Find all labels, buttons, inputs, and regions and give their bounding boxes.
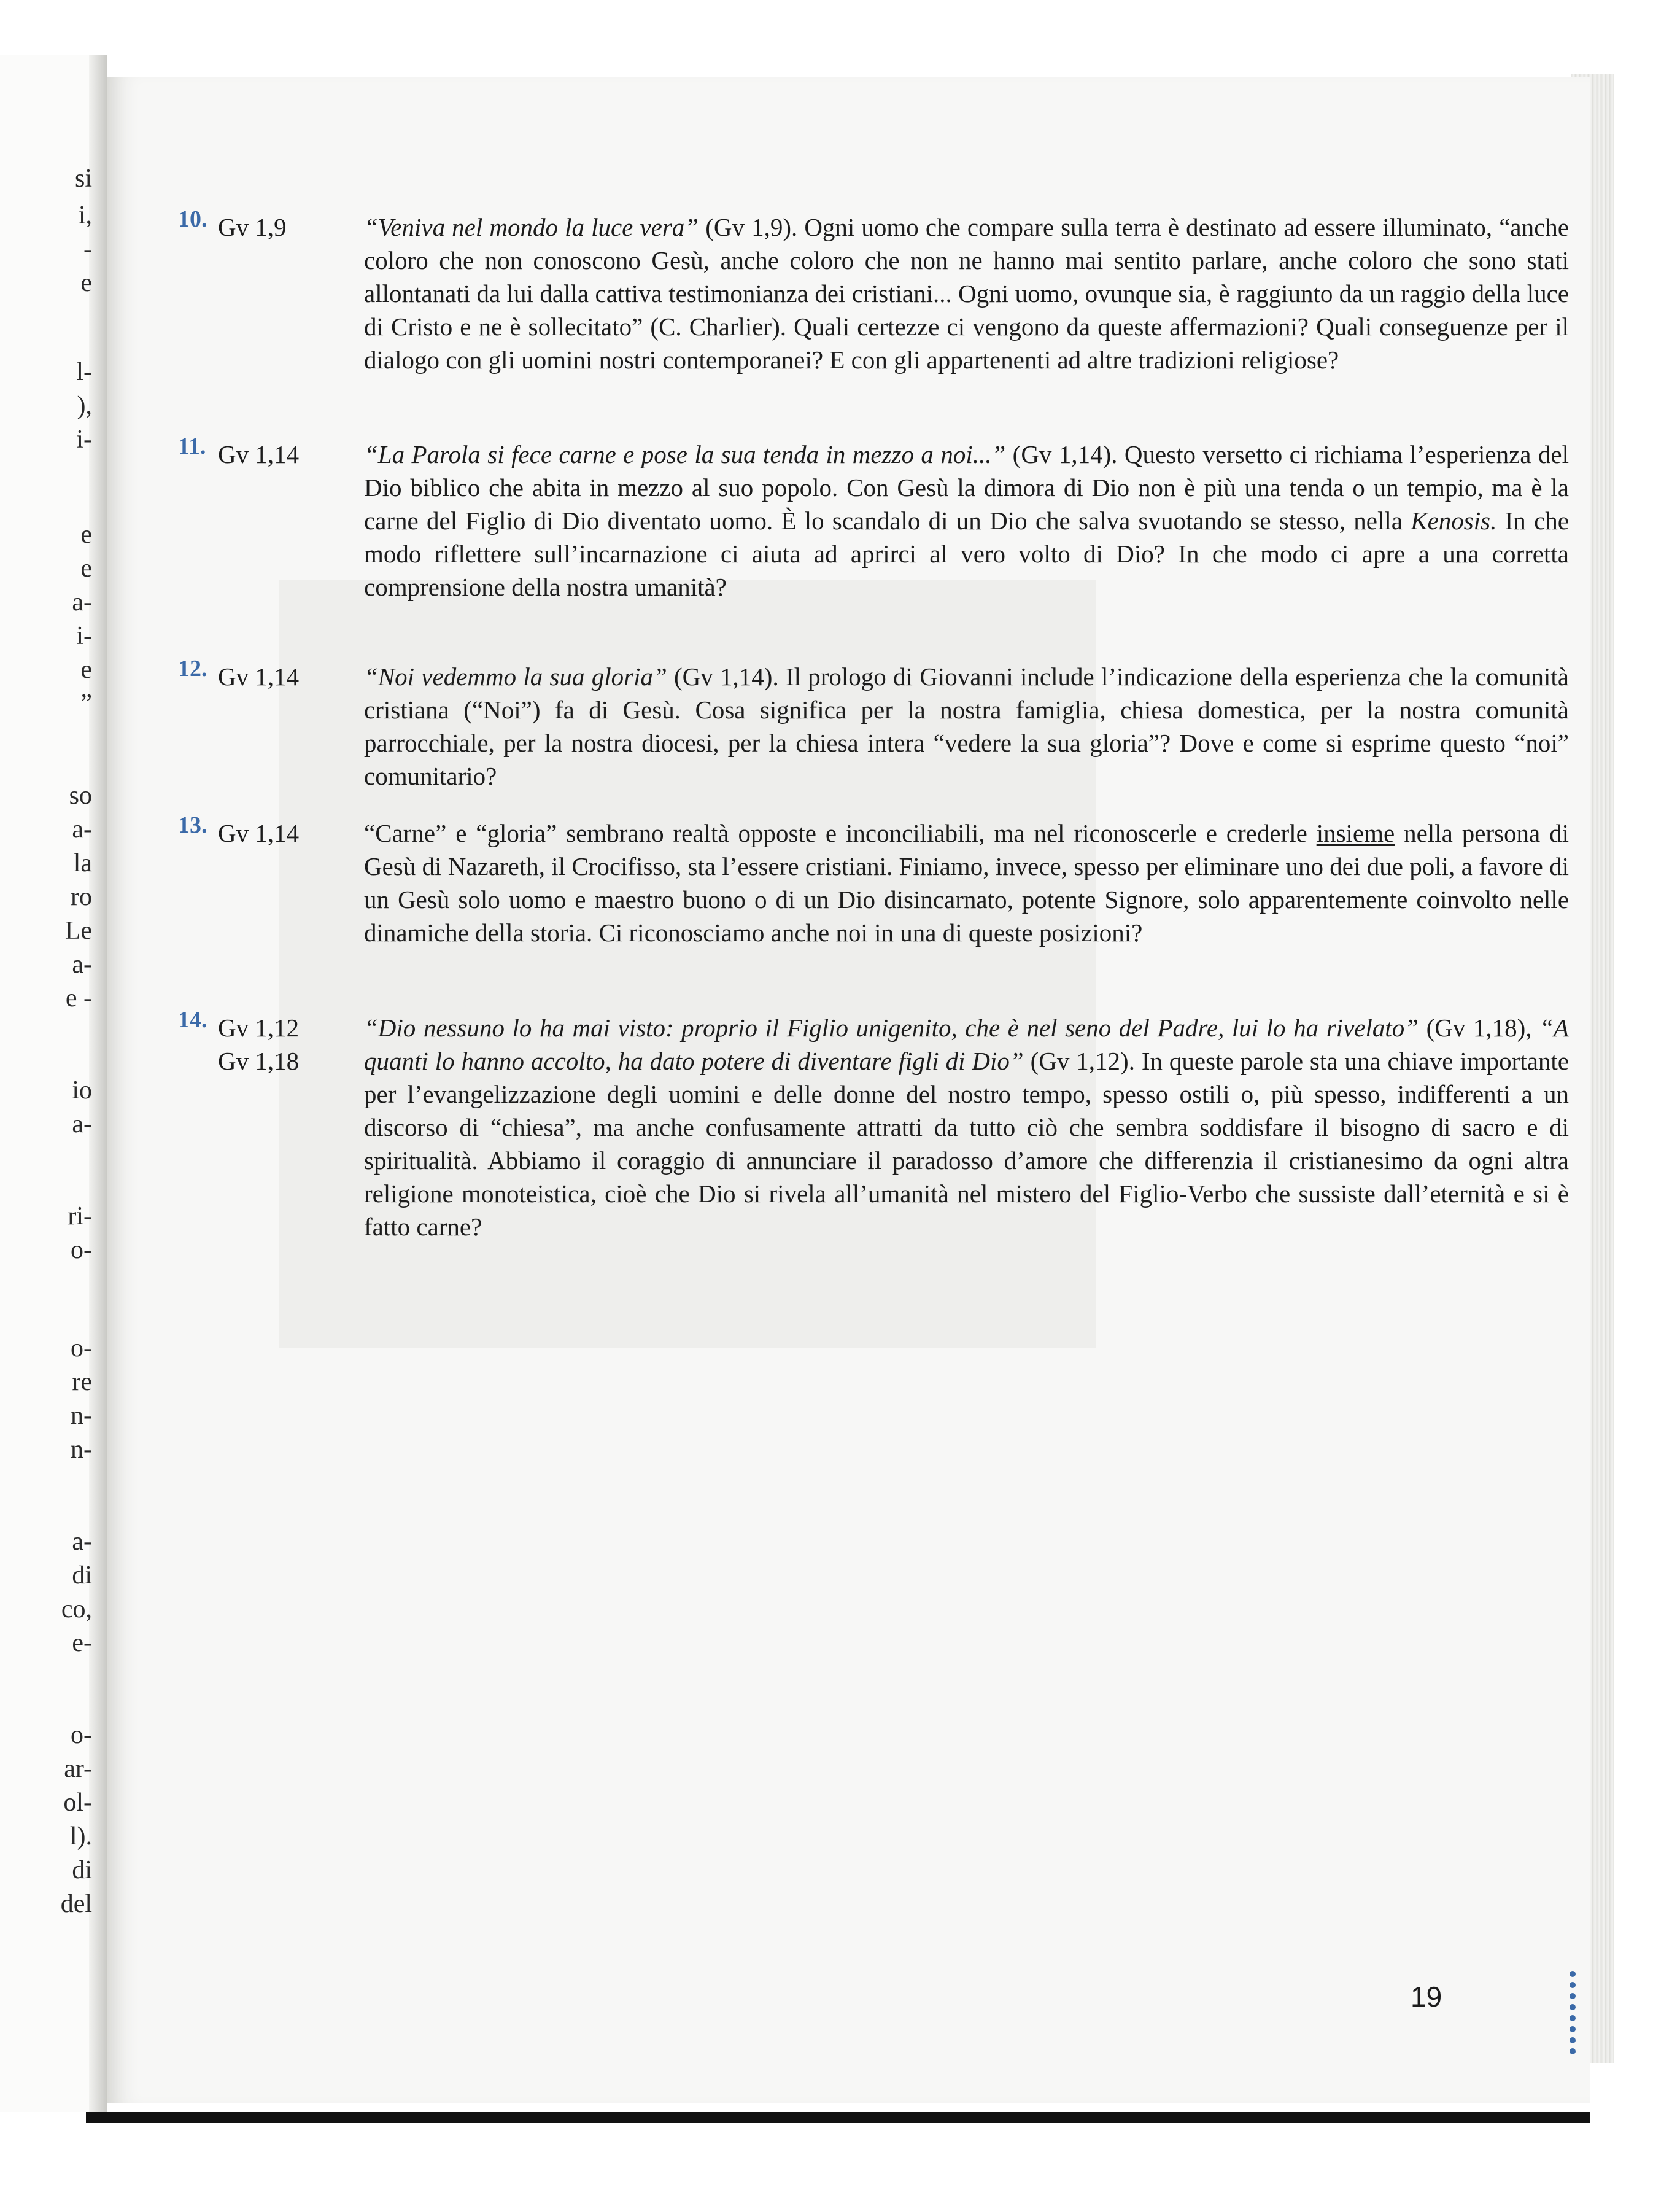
entry-body: In che modo riflettere sull’incarnazione ci aiuta ad aprirci al vero volto di Dio? In che modo ci apre a una corretta comprensione della nostra umanità? [364, 507, 1569, 601]
entry-text [364, 438, 1569, 604]
facing-page-fragment: a- [72, 815, 92, 844]
entry-reference: Gv 1,9 [218, 213, 287, 241]
facing-page-fragment: e [80, 521, 92, 549]
entry-number: 13. [178, 812, 207, 838]
facing-page-fragment: a- [72, 1528, 92, 1556]
facing-page-fragment: di [72, 1561, 92, 1590]
entry-quote: “La Parola si fece carne e pose la sua tenda in mezzo a noi...” [364, 440, 1006, 468]
entry-body: (Gv 1,14). Questo versetto ci richiama l’esperienza del Dio biblico che abita in mezzo al suo popolo. Con Gesù la dimora di Dio non è più una tenda o un tempio, ma è la carne del Figlio di Dio diventato uomo. È lo scandalo di un Dio che salva svuotando se stesso, nella [364, 440, 1569, 535]
entry-body: (Gv 1,9). Ogni uomo che compare sulla terra è destinato ad essere illuminato, “anche coloro che non conoscono Gesù, anche coloro che non ne hanno mai sentito parlare, anche coloro che sono stati allontanati da lui dalla cattiva testimonianza dei cristiani... Ogni uomo, ovunque sia, è raggiunto da un raggio della luce di Cristo e ne è sollecitato” (C. Charlier). Quali certezze ci vengono da queste affermazioni? Quali conseguenze per il dialogo con gli uomini nostri contemporanei? E con gli appartenenti ad altre tradizioni religiose? [364, 213, 1569, 374]
facing-page-fragment: re [72, 1368, 92, 1396]
facing-page-fragment: - [83, 235, 92, 263]
facing-page-fragment: e - [65, 984, 92, 1012]
page-bottom-edge [86, 2112, 1590, 2123]
entry-body: (Gv 1,18), [1419, 1014, 1540, 1042]
facing-page-fragment: io [72, 1076, 92, 1105]
facing-page-fragment: Le [64, 917, 92, 945]
entry-text [364, 660, 1569, 793]
facing-page-fragment: ri- [68, 1202, 92, 1230]
facing-page-fragment: o- [71, 1334, 92, 1362]
facing-page-fragment: e [80, 656, 92, 684]
entry-quote: “Noi vedemmo la sua gloria” [364, 662, 667, 691]
entry-number: 14. [178, 1007, 207, 1033]
facing-page-fragment: so [69, 782, 92, 810]
facing-page-fragment: a- [72, 1110, 92, 1138]
facing-page [0, 55, 107, 2112]
facing-page-fragment: n- [71, 1435, 92, 1464]
entry-body: “Carne” e “gloria” sembrano realtà opposte e inconciliabili, ma nel riconoscerle e crederle [364, 819, 1317, 847]
facing-page-fragment: la [73, 849, 92, 877]
facing-page-fragment: del [60, 1890, 92, 1918]
entry-number: 12. [178, 656, 207, 682]
entry-quote: “Dio nessuno lo ha mai visto: proprio il Figlio unigenito, che è nel seno del Padre, lui lo ha rivelato” [364, 1014, 1419, 1042]
facing-page-fragment: e [80, 554, 92, 583]
entry-reference: Gv 1,14 [218, 662, 300, 691]
entry-body: (Gv 1,12). In queste parole sta una chiave importante per l’evangelizzazione degli uomini e delle donne del nostro tempo, spesso ostili o, più spesso, indifferenti a un discorso di “chiesa”, ma anche confusamente attratti da tutto ciò che sembra soddisfare il bisogno di sacro e di spiritualità. Abbiamo il coraggio di annunciare il paradosso d’amore che differenzia il cristianesimo da ogni altra religione monoteistica, cioè che Dio si rivela all’umanità nel mistero del Figlio-Verbo che sussiste dall’eternità e si è fatto carne? [364, 1047, 1569, 1241]
page-number-dots [1570, 1971, 1577, 2059]
facing-page-fragment: ol- [63, 1789, 92, 1817]
facing-page-fragment: n- [71, 1402, 92, 1430]
entry-text [364, 1011, 1569, 1243]
entry-text [364, 817, 1569, 949]
facing-page-fragment: l). [69, 1822, 92, 1851]
facing-page-fragment: a- [72, 588, 92, 616]
entry-reference: Gv 1,18 [218, 1047, 300, 1075]
facing-page-fragment: i- [76, 622, 92, 650]
facing-page-fragment: ” [80, 690, 92, 718]
page-number: 19 [1411, 1981, 1442, 2013]
entry-reference: Gv 1,14 [218, 440, 300, 468]
facing-page-fragment: si [74, 165, 92, 193]
entry-body: (Gv 1,14). Il prologo di Giovanni include l’indicazione della esperienza che la comunità cristiana (“Noi”) fa di Gesù. Cosa significa per la nostra famiglia, chiesa domestica, per la nostra comunità parrocchiale, per la nostra diocesi, per la chiesa intera “vedere la sua gloria”? Dove e come si esprime questo “noi” comunitario? [364, 662, 1569, 790]
entry-reference: Gv 1,12 [218, 1014, 300, 1042]
facing-page-fragment: o- [71, 1236, 92, 1264]
entry-reference: Gv 1,14 [218, 819, 300, 847]
facing-page-fragment: ar- [64, 1755, 92, 1783]
facing-page-fragment: l- [76, 358, 92, 386]
facing-page-fragment: e- [72, 1629, 92, 1657]
facing-page-fragment: ro [71, 883, 92, 911]
facing-page-fragment: co, [61, 1595, 92, 1623]
facing-page-fragment: o- [71, 1721, 92, 1749]
entry-text [364, 211, 1569, 376]
entry-number: 10. [178, 206, 207, 232]
facing-page-fragment: e [80, 269, 92, 297]
underlined-word: insieme [1316, 819, 1395, 847]
facing-page-fragment: ), [77, 392, 92, 420]
entry-number: 11. [178, 433, 206, 459]
entry-body: nella persona di Gesù di Nazareth, il Crocifisso, sta l’essere cristiani. Finiamo, invece, spesso per eliminare uno dei due poli, a favore di un Gesù solo uomo e maestro buono o di un Dio disincarnato, potente Signore, solo apparentemente coinvolto nelle dinamiche della storia. Ci riconosciamo anche noi in una di queste posizioni? [364, 819, 1569, 947]
facing-page-fragment: a- [72, 950, 92, 979]
entry-quote: “A quanti lo hanno accolto, ha dato potere di diventare figli di Dio” [364, 1014, 1569, 1075]
facing-page-fragment: i- [76, 425, 92, 454]
entry-term: Kenosis. [1411, 507, 1497, 535]
document-page [107, 77, 1590, 2103]
facing-page-fragment: di [72, 1856, 92, 1884]
facing-page-fragment: i, [78, 201, 92, 230]
entry-quote: “Veniva nel mondo la luce vera” [364, 213, 699, 241]
